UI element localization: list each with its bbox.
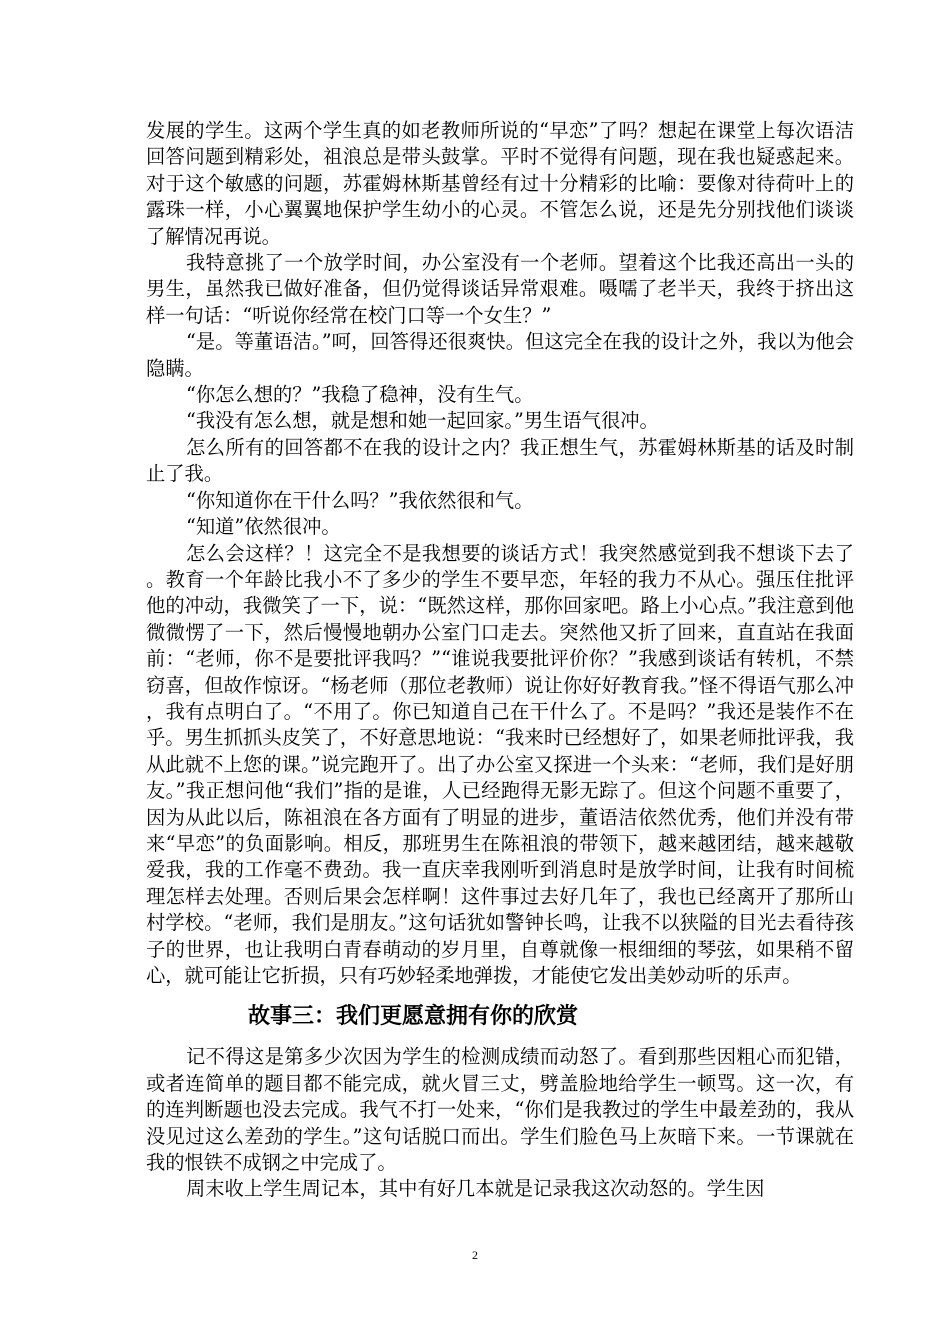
paragraph: 记不得这是第多少次因为学生的检测成绩而动怒了。看到那些因粗心而犯错，或者连简单的题目都不能完成，就火冒三丈，劈盖脸地给学生一顿骂。这一次，有的连判断题也没去完成。我气不打一处来，“你们是我教过的学生中最差劲的，我从没见过这么差劲的学生。”这句话脱口而出。学生们脸色马上灰暗下来。一节课就在我的恨铁不成钢之中完成了。 <box>146 1045 854 1175</box>
section-heading: 故事三：我们更愿意拥有你的欣赏 <box>248 1004 579 1030</box>
paragraph: 周末收上学生周记本，其中有好几本就是记录我这次动怒的。学生因 <box>186 1177 765 1201</box>
paragraph: “知道”依然很冲。 <box>186 515 341 539</box>
paragraph: “你知道你在干什么吗？”我依然很和气。 <box>186 488 534 512</box>
paragraph: “是。等董语洁。”呵，回答得还很爽快。但这完全在我的设计之外，我以为他会隐瞒。 <box>146 330 854 380</box>
paragraph: 怎么所有的回答都不在我的设计之内？我正想生气，苏霍姆林斯基的话及时制止了我。 <box>146 435 854 486</box>
paragraph: “你怎么想的？”我稳了稳神，没有生气。 <box>186 383 534 407</box>
page-content <box>146 118 854 1203</box>
paragraph: 怎么会这样？！这完全不是我想要的谈话方式！我突然感觉到我不想谈下去了。教育一个年龄比我小不了多少的学生不要早恋，年轻的我力不从心。强压住批评他的冲动，我微笑了一下，说：“既然这样，那你回家吧。路上小心点。”我注意到他微微愣了一下，然后慢慢地朝办公室门口走去。突然他又折了回来，直直站在我面前：“老师，你不是要批评我吗？”“谁说我要批评价你？”我感到谈话有转机，不禁窃喜，但故作惊讶。“杨老师（那位老教师）说让你好好教育我。”怪不得语气那么冲，我有点明白了。“不用了。你已知道自己在干什么了。不是吗？”我还是装作不在乎。男生抓抓头皮笑了，不好意思地说：“我来时已经想好了，如果老师批评我，我从此就不上您的课。”说完跑开了。出了办公室又探进一个头来：“老师，我们是好朋友。”我正想问他“我们”指的是谁，人已经跑得无影无踪了。但这个问题不重要了，因为从此以后，陈祖浪在各方面有了明显的进步，董语洁依然优秀，他们并没有带来“早恋”的负面影响。相反，那班男生在陈祖浪的带领下，越来越团结，越来越敬爱我，我的工作毫不费劲。我一直庆幸我刚听到消息时是放学时间，让我有时间梳理怎样去处理。否则后果会怎样啊！这件事过去好几年了，我也已经离开了那所山村学校。“老师，我们是朋友。”这句话犹如警钟长鸣，让我不以狭隘的目光去看待孩子的世界，也让我明白青春萌动的岁月里，自尊就像一根细细的琴弦，如果稍不留心，就可能让它折损，只有巧妙轻柔地弹拨，才能使它发出美妙动听的乐声。 <box>146 541 854 987</box>
paragraph: “我没有怎么想，就是想和她一起回家。”男生语气很冲。 <box>186 409 659 433</box>
page-number: 2 <box>472 1248 478 1262</box>
paragraph: 发展的学生。这两个学生真的如老教师所说的“早恋”了吗？想起在课堂上每次语洁回答问题到精彩处，祖浪总是带头鼓掌。平时不觉得有问题，现在我也疑惑起来。对于这个敏感的问题，苏霍姆林斯基曾经有过十分精彩的比喻：要像对待荷叶上的露珠一样，小心翼翼地保护学生幼小的心灵。不管怎么说，还是先分别找他们谈谈了解情况再说。 <box>146 119 854 248</box>
paragraph: 我特意挑了一个放学时间，办公室没有一个老师。望着这个比我还高出一头的男生，虽然我已做好准备，但仍觉得谈话异常艰难。嗫嚅了老半天，我终于挤出这样一句话：“听说你经常在校门口等一个女生？” <box>146 251 854 327</box>
